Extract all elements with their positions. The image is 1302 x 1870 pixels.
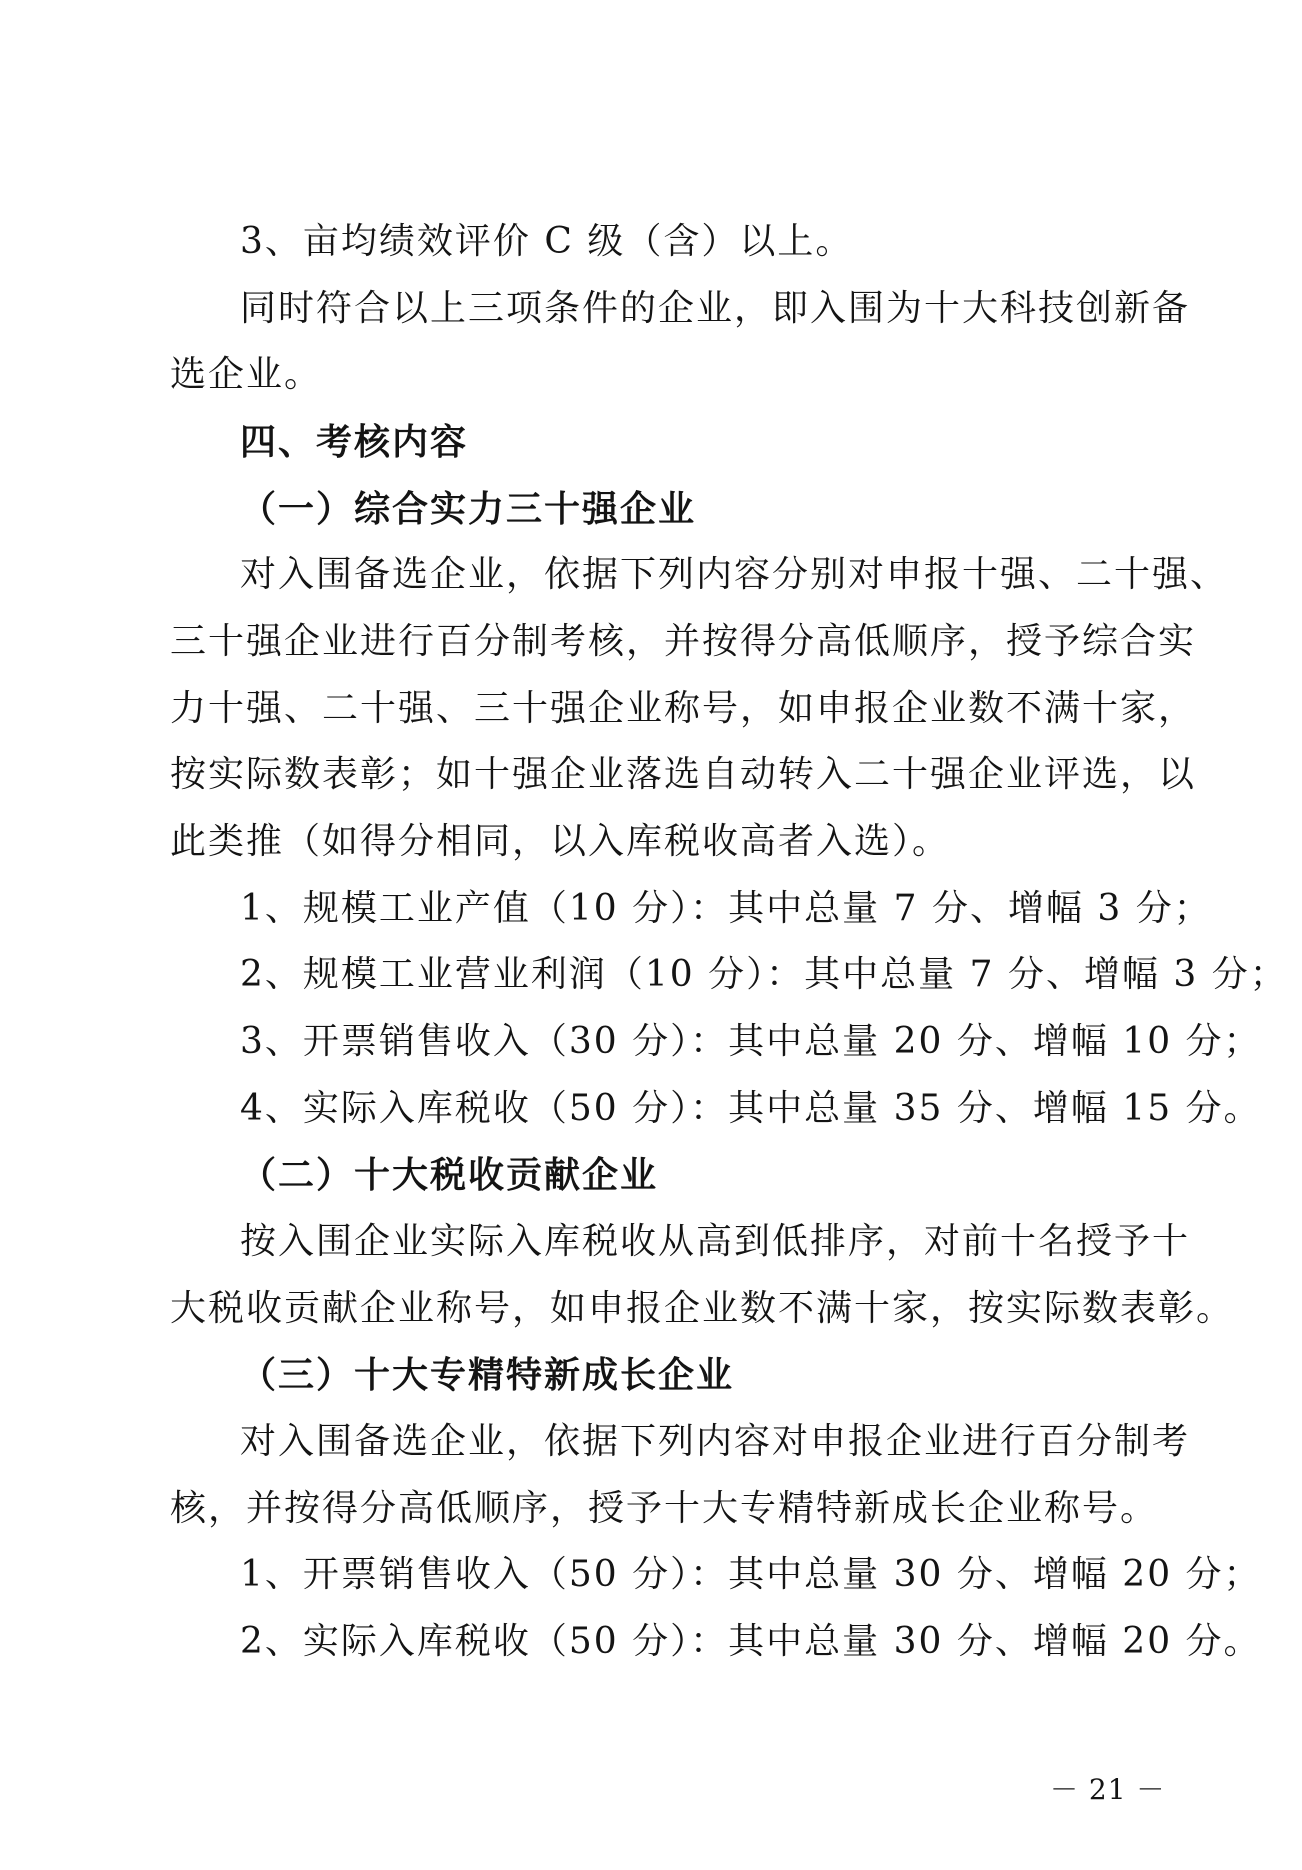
- subsection-heading: （二）十大税收贡献企业: [240, 1154, 659, 1196]
- list-item: 1、开票销售收入（50 分）：其中总量 30 分、增幅 20 分；: [240, 1554, 1262, 1595]
- list-item: 2、规模工业营业利润（10 分）：其中总量 7 分、增幅 3 分；: [240, 954, 1288, 995]
- subsection-heading: （三）十大专精特新成长企业: [240, 1354, 735, 1396]
- list-item: 1、规模工业产值（10 分）：其中总量 7 分、增幅 3 分；: [240, 888, 1212, 929]
- paragraph-line: 同时符合以上三项条件的企业，即入围为十大科技创新备: [240, 288, 1191, 329]
- page-number: － 21 －: [1050, 1773, 1166, 1806]
- paragraph-line: 力十强、二十强、三十强企业称号，如申报企业数不满十家，: [170, 688, 1197, 729]
- paragraph-line: 对入围备选企业，依据下列内容分别对申报十强、二十强、: [240, 554, 1229, 595]
- paragraph-line: 选企业。: [170, 354, 323, 395]
- paragraph-line: 对入围备选企业，依据下列内容对申报企业进行百分制考: [240, 1421, 1191, 1462]
- paragraph-line: 核，并按得分高低顺序，授予十大专精特新成长企业称号。: [170, 1488, 1159, 1529]
- paragraph-line: 大税收贡献企业称号，如申报企业数不满十家，按实际数表彰。: [170, 1288, 1235, 1329]
- subsection-heading: （一）综合实力三十强企业: [240, 488, 697, 530]
- paragraph-line: 按实际数表彰；如十强企业落选自动转入二十强企业评选，以: [170, 754, 1197, 795]
- list-item: 3、开票销售收入（30 分）：其中总量 20 分、增幅 10 分；: [240, 1021, 1262, 1062]
- paragraph-line: 三十强企业进行百分制考核，并按得分高低顺序，授予综合实: [170, 621, 1197, 662]
- section-heading: 四、考核内容: [240, 421, 469, 463]
- list-item: 4、实际入库税收（50 分）：其中总量 35 分、增幅 15 分。: [240, 1088, 1262, 1129]
- list-item: 2、实际入库税收（50 分）：其中总量 30 分、增幅 20 分。: [240, 1621, 1262, 1662]
- paragraph-line: 此类推（如得分相同，以入库税收高者入选）。: [170, 821, 951, 862]
- paragraph-line: 按入围企业实际入库税收从高到低排序，对前十名授予十: [240, 1221, 1191, 1262]
- criterion-3: 3、亩均绩效评价 C 级（含）以上。: [240, 221, 854, 262]
